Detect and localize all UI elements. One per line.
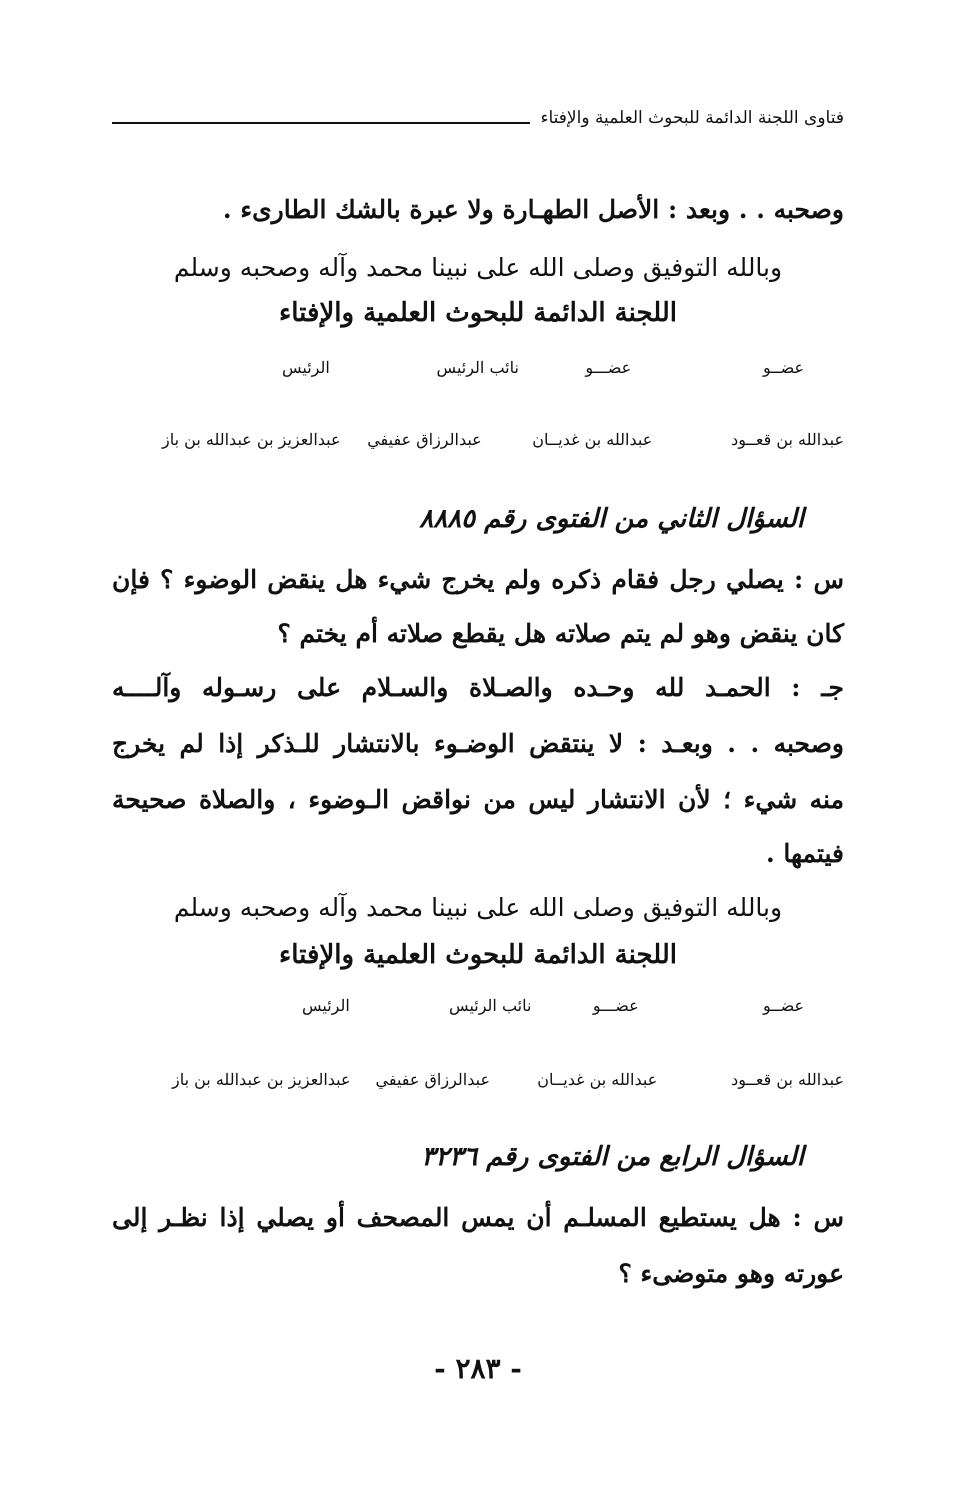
- fatwa2-roles-row: [112, 990, 844, 1020]
- fatwa2-signatory: عبدالرزاق عفيفي: [375, 1069, 491, 1089]
- fatwa2-question-line: س : يصلي رجل فقام ذكره ولم يخرج شيء هل ينقض الوضوء ؟ فإن: [112, 565, 844, 594]
- fatwa2-role: عضــو: [762, 995, 804, 1015]
- fatwa3-question-line: عورته وهو متوضىء ؟: [618, 1259, 844, 1288]
- fatwa1-signatory: عبدالرزاق عفيفي: [367, 429, 482, 449]
- page-number: - ٢٨٣ -: [434, 1352, 522, 1385]
- fatwa1-role: الرئيس: [282, 357, 330, 377]
- running-title: فتاوى اللجنة الدائمة للبحوث العلمية والإفتاء: [540, 108, 844, 128]
- fatwa2-signatory: عبدالعزيز بن عبدالله بن باز: [171, 1069, 351, 1089]
- fatwa1-committee-title: اللجنة الدائمة للبحوث العلمية والإفتاء: [279, 298, 677, 328]
- fatwa2-answer-line: فيتمها .: [765, 839, 844, 868]
- fatwa3-heading: السؤال الرابع من الفتوى رقم ٣٢٣٦: [421, 1142, 804, 1172]
- fatwa1-role: نائب الرئيس: [436, 357, 519, 377]
- fatwa2-names-row: [112, 1064, 844, 1094]
- fatwa1-role: عضـــو: [585, 357, 632, 377]
- fatwa1-roles-row: [112, 352, 844, 382]
- fatwa2-signatory: عبدالله بن قعــود: [731, 1069, 844, 1089]
- fatwa2-answer-line: جـ : الحمـد لله وحـده والصـلاة والسـلام على رسـوله وآلــــه: [112, 673, 844, 702]
- fatwa1-signatory: عبدالعزيز بن عبدالله بن باز: [162, 429, 341, 449]
- fatwa1-signatory: عبدالله بن قعــود: [731, 429, 844, 449]
- fatwa2-question-line: كان ينقض وهو لم يتم صلاته هل يقطع صلاته أم يختم ؟: [277, 619, 844, 648]
- fatwa1-names-row: [112, 424, 844, 454]
- fatwa2-signatory: عبدالله بن غديــان: [537, 1069, 658, 1089]
- fatwa2-answer-line: منه شيء ؛ لأن الانتشار ليس من نواقض الـوضوء ، والصلاة صحيحة: [112, 785, 844, 814]
- fatwa1-signatory: عبدالله بن غديــان: [532, 429, 653, 449]
- fatwa1-answer-line: وصحبه . . وبعد : الأصل الطهـارة ولا عبرة بالشك الطارىء .: [222, 195, 844, 224]
- fatwa1-role: عضــو: [762, 357, 804, 377]
- fatwa2-role: نائب الرئيس: [449, 995, 532, 1015]
- fatwa1-closing: وبالله التوفيق وصلى الله على نبينا محمد وآله وصحبه وسلم: [173, 253, 783, 282]
- fatwa2-role: عضـــو: [592, 995, 639, 1015]
- fatwa2-closing: وبالله التوفيق وصلى الله على نبينا محمد وآله وصحبه وسلم: [173, 893, 783, 922]
- fatwa3-question-line: س : هل يستطيع المسلـم أن يمس المصحف أو يصلي إذا نظـر إلى: [112, 1203, 844, 1232]
- fatwa2-answer-line: وصحبه . . وبعـد : لا ينتقض الوضـوء بالانتشار للـذكر إذا لم يخرج: [112, 729, 844, 758]
- fatwa2-role: الرئيس: [302, 995, 350, 1015]
- fatwa2-heading: السؤال الثاني من الفتوى رقم ٨٨٨٥: [419, 504, 804, 534]
- running-header: [112, 100, 844, 136]
- fatwa2-committee-title: اللجنة الدائمة للبحوث العلمية والإفتاء: [279, 940, 677, 970]
- header-rule: [112, 122, 530, 124]
